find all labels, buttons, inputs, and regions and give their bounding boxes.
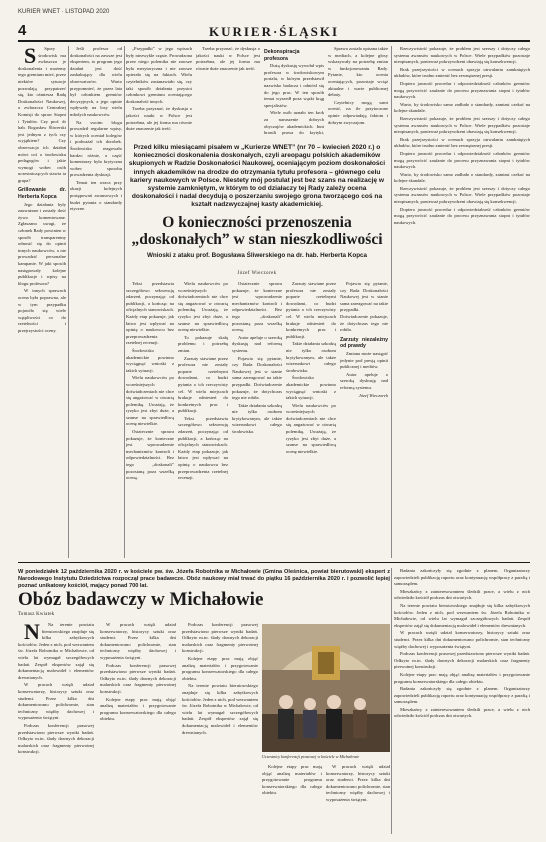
running-head xyxy=(18,7,530,19)
article1-lower-col1-p4: Ostatecznie sprawa pokazuje, że konieczne jest wprowadzenie mechanizmów kontroli i odpowiedzialności. Bez tego „doskonali” pozostaną poza wszelką oceną. xyxy=(126,429,174,481)
article1-col4 xyxy=(264,46,324,136)
article1-lower-col1-p2: Środowisko akademickie powinno wyciągnąć wnioski z takich sytuacji. xyxy=(126,347,174,373)
subhead-grillowanie: Grillowanie dr. Herberta Kopca xyxy=(18,187,66,201)
article1-lower-col3 xyxy=(232,281,282,557)
article1-lower-col2-p2: To pokazuje skalę problemu i potrzebę zmian. xyxy=(178,334,228,353)
article2-col4b xyxy=(326,764,390,834)
article2-col5-p2: Mieszkańcy z zainteresowaniem śledzili prace, a wielu z nich odwiedziło kościół podczas dni otwartych. xyxy=(394,588,530,601)
article2-col1-p3: Podczas konferencji prasowej przedstawiono pierwsze wyniki badań. Odkryto m.in. ślady dawnych dekoracji malarskich oraz fragmenty pierwotnej konstrukcji. xyxy=(18,722,94,755)
article1-standfirst: Wnioski z ataku prof. Bogusława Śliwerskiego na dr. hab. Herberta Kopca xyxy=(146,252,368,259)
article2-col1-p1: N Na terenie powiatu bierutowskiego znajduje się kilka zabytkowych kościołów. Jeden z nich, pod wezwaniem św. Józefa Robotnika w Michałowie, od wielu lat wymagał szczegółowych badań. Zespół ekspertów zajął się dokumentacją malowideł i elementów drewnianych. xyxy=(18,622,94,680)
article1-lower-col1 xyxy=(126,281,174,557)
article2-col3-p2: Kolejne etapy prac mają objąć analizę materiałów i przygotowanie programu konserwatorskiego dla całego obiektu. xyxy=(182,655,258,681)
article1-col5-p1: Sprawa została opisana także w mediach, a kolejne głosy wskazywały na potrzebę zmian w funkcjonowaniu Rady. Pytanie, kto ocenia oceniających, pozostaje wciąż aktualne i warte publicznej debaty. xyxy=(328,46,388,98)
article1-lower-col2-p3: Zarzuty stawiane przez profesora nie zostały poparte rzetelnymi dowodami, co budzi pytania o ich rzeczywisty cel. W wielu miejscach brakuje odniesień do konkretnych prac i publikacji. xyxy=(178,355,228,414)
article1-col2 xyxy=(70,46,122,456)
article1-lower-col2 xyxy=(178,281,228,557)
article2-col5-p6: Kolejne etapy prac mają objąć analizę materiałów i przygotowanie programu konserwatorskiego dla całego obiektu. xyxy=(394,671,530,684)
church-interior-photo xyxy=(262,624,390,752)
column-rule xyxy=(391,568,392,834)
article1-lower-col1-p3: Wielu naukowców po wcześniejszych doświadczeniach nie chce się angażować w otwartą polemikę. Uważają, że ryzyko jest zbyt duże, a szanse na sprawiedliwą ocenę niewielkie. xyxy=(126,375,174,427)
article1-lower-col4-p2: Takie działania szkodzą nie tylko osobom krytykowanym, ale także wizerunkowi całego środowiska. xyxy=(286,341,336,373)
article2-col2 xyxy=(100,622,176,834)
article2-col5-p3: Na terenie powiatu bierutowskiego znajduje się kilka zabytkowych kościołów. Jeden z nich, pod wezwaniem św. Józefa Robotnika w Michałowie, od wielu lat wymagał szczegółowych badań. Zespół ekspertów zajął się dokumentacją malowideł i elementów drewnianych. xyxy=(394,602,530,628)
article1-col3-p1: „Przypadki” w jego wpisach były niezwykle częste. Prowadzona przez niego polemika nie zawsze była merytoryczna i nie zawsze opierała się na faktach. Wielu czytelników zastanawiało się, czy taki sposób działania przystoi członkowi gremium oceniającego doskonałość innych. xyxy=(126,46,192,104)
article1-col6-p4: Warto, by środowisko samo zadbało o standardy, zamiast czekać na kolejne skandale. xyxy=(394,101,530,114)
article1-col5 xyxy=(328,46,388,136)
article1-col3b xyxy=(196,46,260,136)
article2-col3-p3: Na terenie powiatu bierutowskiego znajduje się kilka zabytkowych kościołów. Jeden z nich, pod wezwaniem św. Józefa Robotnika w Michałowie, od wielu lat wymagał szczegółowych badań. Zespół ekspertów zajął się dokumentacją malowideł i elementów drewnianych. xyxy=(182,683,258,735)
article2-col3-p1: Podczas konferencji prasowej przedstawiono pierwsze wyniki badań. Odkryto m.in. ślady dawnych dekoracji malarskich oraz fragmenty pierwotnej konstrukcji. xyxy=(182,622,258,654)
article1-byline: Józef Wieczorek xyxy=(237,271,277,276)
article1-lower-col4 xyxy=(286,281,336,557)
subhead-dekonspiracja: Dekonspiracja profesora xyxy=(264,49,300,62)
article2-col5-p8: Mieszkańcy z zainteresowaniem śledzili prace, a wielu z nich odwiedziło kościół podczas dni otwartych. xyxy=(394,706,530,719)
article1-lower-col3-p1: Ostatecznie sprawa pokazuje, że konieczne jest wprowadzenie mechanizmów kontroli i odpowiedzialności. Bez tego „doskonali” pozostaną poza wszelką oceną. xyxy=(232,281,282,333)
article1-col6-p6: Brak przejrzystości w ocenach sprzyja utrwalaniu zamkniętych układów, które trudno zmienić bez zewnętrznej presji. xyxy=(394,136,530,149)
column-rule xyxy=(124,46,125,558)
article2-col5-p4: W pracach wzięli udział konserwatorzy, historycy sztuki oraz studenci. Przez kilka dni dokumentowano polichromie, stan techniczny więźby dachowej i wyposażenia świątyni. xyxy=(394,630,530,649)
article1-col2-p1: Jeśli profesor od doskonałości na zawsze jest ekspertem, to program jego działań jest dość zaskakujący dla wielu obserwatorów. Warto przypomnieć, że przez lata był członkiem gremiów decyzyjnych, a jego opinie wpływały na losy wielu młodych naukowców. xyxy=(70,46,122,117)
article1-lower-col2-p4: Tekst przedstawia szczegółowo sekwencję zdarzeń, poczynając od publikacji, a kończąc na oficjalnych stanowiskach. Każdy etap pokazuje, jak łatwo jest wpływać na opinię o naukowcu bez przeprowadzenia rzetelnej recenzji. xyxy=(178,415,228,481)
article2-col4-p1: Kolejne etapy prac mają objąć analizę materiałów i przygotowanie programu konserwatorskiego dla całego obiektu. xyxy=(262,764,322,796)
article1-col6-p9: Rzeczywistość pokazuje, że problem jest szerszy i dotyczy całego systemu awansów naukowych w Polsce. Wiele przypadków pozostaje nieopisanych, ponieważ pokrzywdzeni obawiają się konsekwencji. xyxy=(394,185,530,205)
article1-lower-col5-p1: Pojawia się pytanie, czy Rada Doskonałości Naukowej jest w stanie sama zareagować na takie przypadki. Doświadczenie pokazuje, że dotychczas tego nie robiła. xyxy=(340,281,388,333)
article1-lower-col5 xyxy=(340,281,388,557)
column-rule xyxy=(391,46,392,558)
article2-byline: Tomasz Kwiatek xyxy=(18,612,55,617)
article1-lower-col3-p3: Pojawia się pytanie, czy Rada Doskonałości Naukowej jest w stanie sama zareagować na takie przypadki. Doświadczenie pokazuje, że dotychczas tego nie robiła. xyxy=(232,355,282,401)
pull-quote: Przed kilku miesiącami pisałem w „Kurierze WNET” (nr 70 – kwiecień 2020 r.) o konieczności doskonalenia doskonałych, czyli areopagu polskich akademików skupionych w Radzie Doskonałości Naukowej, oceniającym poziom doskonałości innych akademików na drodze do otrzymania tytułu profesora – głównego celu kariery naukowych w Polsce. Niestety mój postulat jest bez szans na realizację w systemie zamkniętym, w którym to od działaczy tej Rady zależy ocena doskonałości i nadal decydują o poszerzaniu swojego grona tworzącego coś na kształt nadzwyczajnej kasty akademickiej. xyxy=(128,144,386,209)
article1-lower-col2-p1: Wielu naukowców po wcześniejszych doświadczeniach nie chce się angażować w otwartą polemikę. Uważają, że ryzyko jest zbyt duże, a szanse na sprawiedliwą ocenę niewielkie. xyxy=(178,281,228,333)
article2-col2-p2: Podczas konferencji prasowej przedstawiono pierwsze wyniki badań. Odkryto m.in. ślady dawnych dekoracji malarskich oraz fragmenty pierwotnej konstrukcji. xyxy=(100,662,176,694)
article1-headline: O konieczności przenoszenia „doskonałych” w stan nieszkodliwości xyxy=(131,214,383,248)
photo-illustration xyxy=(262,624,390,752)
running-head-left: KURIER WNET · LISTOPAD 2020 xyxy=(18,9,110,15)
article2-col5-p7: Badania zakończyły się zgodnie z planem. Organizatorzy zapowiedzieli publikację raportu oraz kontynuację współpracy z parafią i samorządem. xyxy=(394,686,530,705)
article1-col6-p5: Rzeczywistość pokazuje, że problem jest szerszy i dotyczy całego systemu awansów naukowych w Polsce. Wiele przypadków pozostaje nieopisanych, ponieważ pokrzywdzeni obawiają się konsekwencji. xyxy=(394,115,530,135)
column-rule xyxy=(68,46,69,558)
article1-col4-p2: Wiele osób uznało ten krok za naruszenie dobrych obyczajów akademickich. Inni bronili prawa do krytyki, xyxy=(264,110,324,136)
article1-lower-col4-p3: Środowisko akademickie powinno wyciągnąć wnioski z takich sytuacji. xyxy=(286,375,336,401)
article1-lower-col4-p4: Wielu naukowców po wcześniejszych doświadczeniach nie chce się angażować w otwartą polemikę. Uważają, że ryzyko jest zbyt duże, a szanse na sprawiedliwą ocenę niewielkie. xyxy=(286,402,336,454)
section-divider xyxy=(18,562,530,563)
section-title: KURIER·ŚLĄSKI xyxy=(208,24,340,39)
subhead-zarzuty: Zarzuty niezależny od prawdy xyxy=(340,336,388,350)
article2-col4b-p1: W pracach wzięli udział konserwatorzy, historycy sztuki oraz studenci. Przez kilka dni dokumentowano polichromie, stan techniczny więźby dachowej i wyposażenia świątyni. xyxy=(326,764,390,802)
article2-col1 xyxy=(18,622,94,834)
article1-col3-p2: Trzeba przyznać, że dyskusja o jakości nauki w Polsce jest potrzebna, ale jej forma ma równie duże znaczenie jak treść. xyxy=(126,106,192,132)
article1-col6-p8: Warto, by środowisko samo zadbało o standardy, zamiast czekać na kolejne skandale. xyxy=(394,171,530,184)
article2-col5 xyxy=(394,568,530,834)
article1-col6-p3: Dopiero jawność procedur i odpowiedzialność członków gremiów mogą przywrócić zaufanie do procesu przyznawania stopni i tytułów naukowych. xyxy=(394,80,530,100)
page-number: 4 xyxy=(18,22,27,39)
article1-col6-p1: Rzeczywistość pokazuje, że problem jest szerszy i dotyczy całego systemu awansów naukowych w Polsce. Wiele przypadków pozostaje nieopisanych, ponieważ pokrzywdzeni obawiają się konsekwencji. xyxy=(394,46,530,65)
photo-caption: Uczestnicy konferencji prasowej w kościele w Michałowie xyxy=(262,754,360,759)
article2-col2-p1: W pracach wzięli udział konserwatorzy, historycy sztuki oraz studenci. Przez kilka dni dokumentowano polichromie, stan techniczny więźby dachowej i wyposażenia świątyni. xyxy=(100,622,176,660)
article1-col6-p10: Dopiero jawność procedur i odpowiedzialność członków gremiów mogą przywrócić zaufanie do procesu przyznawania stopni i tytułów naukowych. xyxy=(394,206,530,225)
article1-col6 xyxy=(394,46,530,558)
article2-col2-p3: Kolejne etapy prac mają objąć analizę materiałów i przygotowanie programu konserwatorskiego dla całego obiektu. xyxy=(100,696,176,722)
article1-col1 xyxy=(18,46,66,456)
article1-author-signature: Józef Wieczorek xyxy=(358,392,388,398)
article2-col3 xyxy=(182,622,258,834)
article1-lower-col3-p4: Takie działania szkodzą nie tylko osobom krytykowanym, ale także wizerunkowi całego środowiska. xyxy=(232,402,282,435)
article2-col5-p5: Podczas konferencji prasowej przedstawiono pierwsze wyniki badań. Odkryto m.in. ślady dawnych dekoracji malarskich oraz fragmenty pierwotnej konstrukcji. xyxy=(394,651,530,670)
article1-col4-p1: Dużą dyskusję wywołał wpis profesora w środowiskowym portalu, w którym przedstawił nazwisko badacza i odniósł się do jego prac. W ten sposób temat wyszedł poza wąski krąg specjalistów. xyxy=(264,63,324,108)
article1-col6-p7: Dopiero jawność procedur i odpowiedzialność członków gremiów mogą przywrócić zaufanie do procesu przyznawania stopni i tytułów naukowych. xyxy=(394,150,530,170)
article1-lower-col1-p1: Tekst przedstawia szczegółowo sekwencję zdarzeń, poczynając od publikacji, a kończąc na oficjalnych stanowiskach. Każdy etap pokazuje, jak łatwo jest wpływać na opinię o naukowcu bez przeprowadzenia rzetelnej recenzji. xyxy=(126,281,174,346)
article1-col3b-p1: Trzeba przyznać, że dyskusja o jakości nauki w Polsce jest potrzebna, ale jej forma ma równie duże znaczenie jak treść. xyxy=(196,46,260,71)
article1-col2-p3: Temat ten wraca przy okazji kolejnych postępowań awansowych i budzi pytania o standardy etyczne. xyxy=(70,179,122,212)
article1-col5-p2: Czytelnicy mogą sami ocenić, na ile przytoczone opinie odpowiadają faktom i dobrym zwyczajom. xyxy=(328,99,388,125)
article1-lower-col4-p1: Zarzuty stawiane przez profesora nie zostały poparte rzetelnymi dowodami, co budzi pytania o ich rzeczywisty cel. W wielu miejscach brakuje odniesień do konkretnych prac i publikacji. xyxy=(286,281,336,339)
article1-lower-col3-p2: Autor apeluje o szeroką dyskusję nad reformą systemu. xyxy=(232,334,282,353)
article2-headline: Obóz badawczy w Michałowie xyxy=(18,589,264,610)
article1-col1-p3: W innych sprawach ocena była poprawna, ale w tym przypadku pojawiło się wiele wątpliwości co do rzetelności i przejrzystości oceny. xyxy=(18,288,66,333)
article2-col5-p1: Badania zakończyły się zgodnie z planem. Organizatorzy zapowiedzieli publikację raportu oraz kontynuację współpracy z parafią i samorządem. xyxy=(394,568,530,587)
article2-col4 xyxy=(262,764,322,834)
article1-col2-p2: Na swoim blogu prowadził regularne wpisy, w których oceniał kolegów i podważał ich dorobek. Środowisko reagowało bardzo różnie, a część komentarzy była krytyczna wobec sposobu prowadzenia dyskusji. xyxy=(70,119,122,178)
article1-col1-p1: S Spory środowisk ma zwłaszcza je doskonalenia i możemy tego gremium mieć, przez niektóre sytuacje pozwalają przypatrzeć się, kto ośmiesza Radę Doskonałości Naukowej, a zwłaszcza Centralnej Komisji do spraw Stopni i Tytułów. Czy prof. dr hab. Bogusław Śliwerski jest jednym z tych czy wyjątkiem? Czy obserwacja ich działań mówi coś o środowisku pedagogów i jakie wymogi wobec osób uczestniczących stawia ta grupa? xyxy=(18,46,66,183)
article1-lower-col5-p2: Zmiana może nastąpić jedynie pod presją opinii publicznej i mediów. xyxy=(340,350,388,370)
article1-col3 xyxy=(126,46,192,136)
section-masthead xyxy=(18,24,530,42)
article2-col1-p2: W pracach wzięli udział konserwatorzy, historycy sztuki oraz studenci. Przez kilka dni dokumentowano polichromie, stan techniczny więźby dachowej i wyposażenia świątyni. xyxy=(18,682,94,721)
article1-lower-col5-p3: Autor apeluje o szeroką dyskusję nad reformą systemu. xyxy=(340,371,388,390)
article1-col1-p2: Jego działania były zauważone i zostały dość żywo komentowane. Zgłaszano uwagi, że członek Rady powinien w sposób transparentny odnosić się do opinii innych naukowców, a nie prowadzić personalne kampanie. W jaki sposób następowały kolejne publikacje i wpisy na blogu profesora? xyxy=(18,201,66,286)
article2-lead: W poniedziałek 12 października 2020 r. w kościele pw. św. Józefa Robotnika w Michałowie (Gmina Oleśnica, powiat bierutowski) ekspert z Narodowego Instytutu Dziedzictwa rozpoczął prace badawcze. Obóz naukowy miał trwać do piątku 16 października 2020 r. i pozwolić lepiej poznać unikatowy kościół, mający ponad 700 lat. xyxy=(18,569,390,589)
article1-col6-p2: Brak przejrzystości w ocenach sprzyja utrwalaniu zamkniętych układów, które trudno zmienić bez zewnętrznej presji. xyxy=(394,66,530,79)
